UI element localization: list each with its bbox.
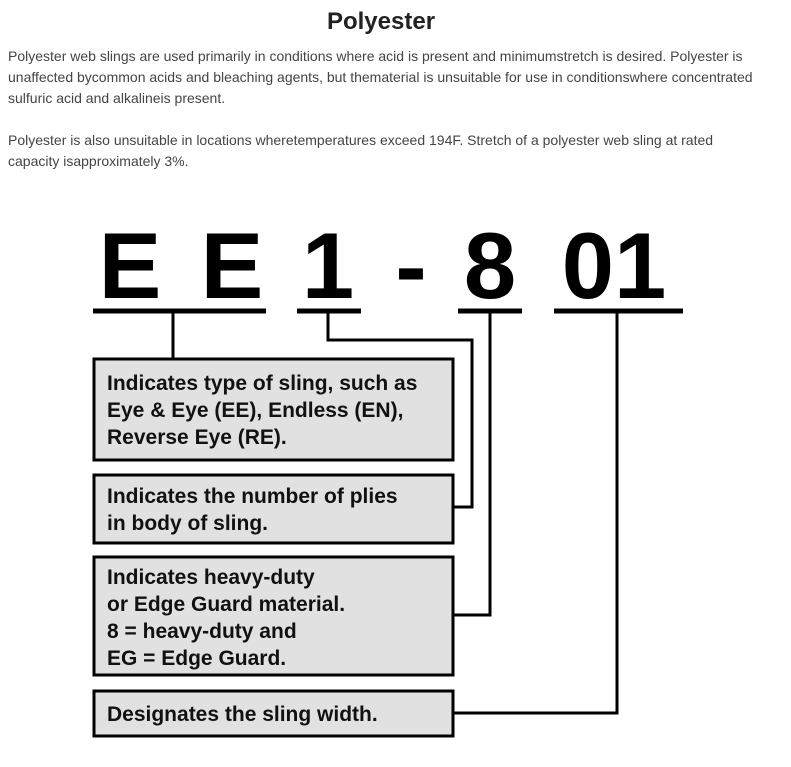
code-width: 01 [561,213,667,318]
box-width-line1: Designates the sling width. [107,703,378,726]
code-e2: E [200,213,264,318]
box-width [94,691,453,736]
box-type-line3: Reverse Eye (RE). [107,426,287,449]
box-material-line3: 8 = heavy-duty and [107,620,297,643]
code-e1: E [98,213,162,318]
box-material-line2: or Edge Guard material. [107,593,346,616]
box-type-line1: Indicates type of sling, such as [107,372,418,395]
box-plies-line2: in body of sling. [107,512,268,535]
box-plies-line1: Indicates the number of plies [107,485,398,508]
code-dash: - [395,213,427,318]
box-sling-type [94,359,453,460]
connector-width [453,312,617,713]
code-heavy: 8 [463,213,517,318]
paragraph-intro: Polyester web slings are used primarily in conditions where acid is present and minimumstretch is desired. Polyester is unaffected bycommon acids and bleaching agents, but thematerial is unsuitable for use in conditionswhere concentrated sulfuric acid and alkalineis present. [8,48,753,106]
box-type-line2: Eye & Eye (EE), Endless (EN), [107,399,404,422]
paragraph-temperature: Polyester is also unsuitable in locations wheretemperatures exceed 194F. Stretch of a polyester web sling at rated capacity isapproximately 3%. [8,132,714,169]
box-material-line1: Indicates heavy-duty [107,566,315,589]
box-material-line4: EG = Edge Guard. [107,647,287,670]
code-plies: 1 [301,213,355,318]
box-material [94,557,453,675]
page-title: Polyester [326,8,436,35]
box-plies [94,475,453,543]
